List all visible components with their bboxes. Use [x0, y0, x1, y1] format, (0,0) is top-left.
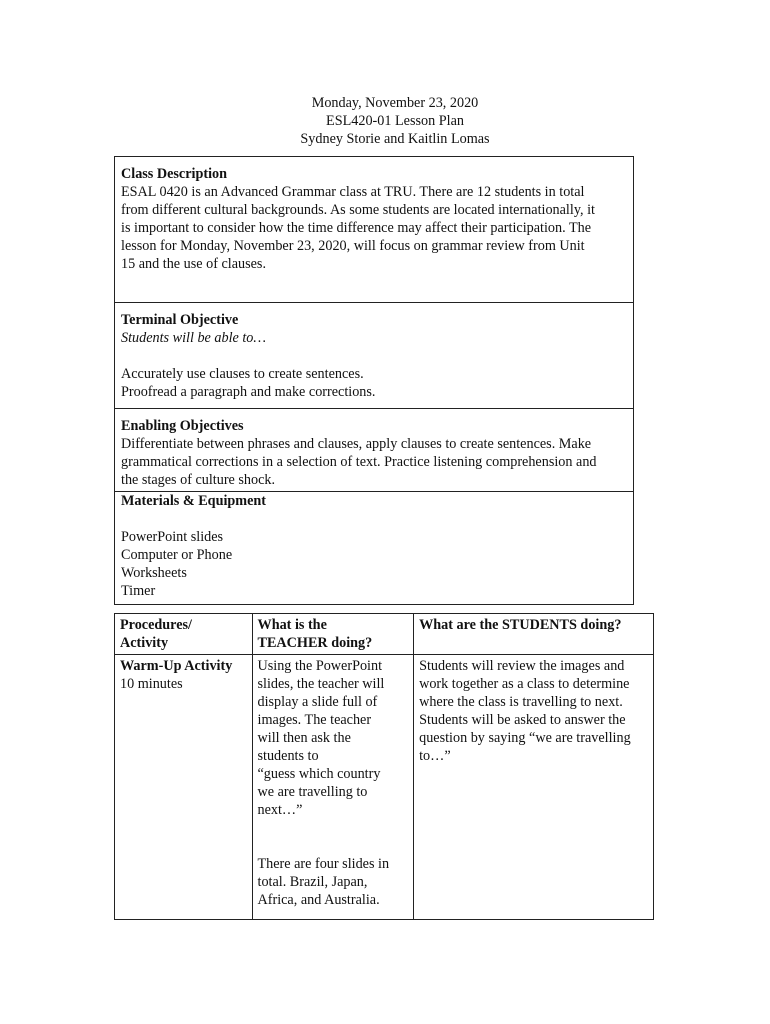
terminal-objective-title: Terminal Objective: [121, 312, 239, 328]
teacher-header-line: TEACHER doing?: [257, 635, 373, 651]
warmup-duration: 10 minutes: [120, 676, 183, 692]
teacher-line: total. Brazil, Japan,: [257, 874, 368, 890]
teacher-line: display a slide full of: [257, 694, 378, 710]
teacher-line: Using the PowerPoint: [257, 658, 383, 674]
enabling-objectives-title: Enabling Objectives: [121, 418, 244, 434]
teacher-line: students to: [257, 748, 319, 764]
class-description-line: from different cultural backgrounds. As some students are located internationally, it: [121, 202, 595, 218]
activity-header-line: Procedures/: [120, 617, 192, 633]
terminal-objective-cell: [115, 303, 634, 409]
class-description-line: is important to consider how the time difference may affect their participation. The: [121, 220, 592, 236]
student-line: work together as a class to determine: [419, 676, 630, 692]
lesson-overview-table: [114, 156, 634, 605]
class-description-title: Class Description: [121, 166, 228, 182]
enabling-objectives-line: Differentiate between phrases and clauses, apply clauses to create sentences. Make: [121, 436, 592, 452]
warmup-row: [115, 655, 654, 920]
class-description-line: ESAL 0420 is an Advanced Grammar class at TRU. There are 12 students in total: [121, 184, 585, 200]
materials-item: Timer: [121, 583, 156, 599]
enabling-objectives-cell: [115, 409, 634, 492]
procedures-table: [114, 613, 654, 920]
activity-header: [115, 614, 253, 655]
teacher-line: will then ask the: [257, 730, 351, 746]
teacher-line: “guess which country: [257, 766, 381, 782]
enabling-objectives-line: grammatical corrections in a selection of text. Practice listening comprehension and: [121, 454, 597, 470]
teacher-line: Africa, and Australia.: [257, 892, 380, 908]
student-line: Students will be asked to answer the: [419, 712, 626, 728]
warmup-students-cell: [414, 655, 654, 920]
class-description-cell: [115, 157, 634, 303]
warmup-activity-name: Warm-Up Activity: [120, 658, 233, 674]
materials-title: Materials & Equipment: [121, 493, 267, 509]
class-description-line: 15 and the use of clauses.: [121, 256, 266, 272]
enabling-objectives-line: the stages of culture shock.: [121, 472, 276, 488]
materials-item: PowerPoint slides: [121, 529, 224, 545]
materials-item: Worksheets: [121, 565, 187, 581]
teacher-line: next…”: [257, 802, 303, 818]
materials-cell: [115, 492, 634, 605]
teacher-line: slides, the teacher will: [257, 676, 385, 692]
lesson-date: Monday, November 23, 2020: [311, 95, 479, 111]
materials-item: Computer or Phone: [121, 547, 233, 563]
teacher-line: we are travelling to: [257, 784, 368, 800]
students-header: What are the STUDENTS doing?: [414, 614, 654, 655]
student-line: where the class is travelling to next.: [419, 694, 623, 710]
procedures-header-row: [115, 614, 654, 655]
teacher-header: [252, 614, 414, 655]
teacher-header-line: What is the: [257, 617, 327, 633]
course-title: ESL420-01 Lesson Plan: [326, 113, 464, 129]
student-line: Students will review the images and: [419, 658, 625, 674]
student-line: question by saying “we are travelling: [419, 730, 631, 746]
warmup-teacher-cell: [252, 655, 414, 920]
warmup-activity-cell: [115, 655, 253, 920]
student-line: to…”: [419, 748, 451, 764]
activity-header-line: Activity: [120, 635, 169, 651]
terminal-objective-intro: Students will be able to…: [121, 330, 267, 346]
terminal-objective-item: Accurately use clauses to create sentences.: [121, 366, 364, 382]
authors: Sydney Storie and Kaitlin Lomas: [300, 131, 490, 147]
teacher-line: images. The teacher: [257, 712, 372, 728]
teacher-line: There are four slides in: [257, 856, 390, 872]
terminal-objective-item: Proofread a paragraph and make corrections.: [121, 384, 376, 400]
class-description-line: lesson for Monday, November 23, 2020, will focus on grammar review from Unit: [121, 238, 585, 254]
document-header: [0, 94, 770, 148]
